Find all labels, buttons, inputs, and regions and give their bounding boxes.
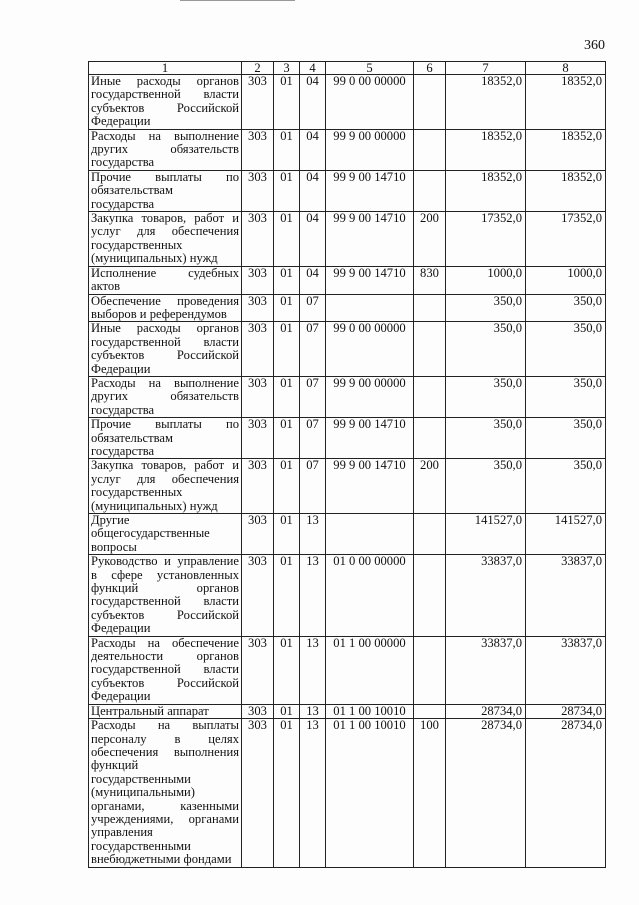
row-cell-c8: 350,0 (526, 459, 606, 514)
row-cell-c6 (414, 555, 446, 636)
row-cell-c4: 13 (300, 514, 326, 555)
row-cell-c7: 350,0 (446, 459, 526, 514)
table-row (89, 704, 606, 718)
row-cell-c7: 350,0 (446, 294, 526, 322)
row-cell-c3: 01 (274, 212, 300, 267)
table-row (89, 719, 606, 867)
row-cell-c5: 99 9 00 14710 (326, 459, 414, 514)
row-name-cell: Расходы на обеспечение деятельности органов государственной власти субъектов Российской Федерации (89, 636, 242, 704)
row-cell-c7: 141527,0 (446, 514, 526, 555)
table-row (89, 322, 606, 377)
row-name-cell: Прочие выплаты по обязательствам государства (89, 170, 242, 211)
table-row (89, 75, 606, 130)
row-cell-c5: 99 9 00 14710 (326, 266, 414, 294)
row-cell-c8: 350,0 (526, 322, 606, 377)
row-cell-c6: 830 (414, 266, 446, 294)
row-cell-c2: 303 (242, 170, 274, 211)
row-name-cell: Расходы на выполнение других обязательств государства (89, 376, 242, 417)
row-cell-c6 (414, 294, 446, 322)
row-cell-c4: 04 (300, 212, 326, 267)
row-cell-c2: 303 (242, 294, 274, 322)
row-cell-c4: 04 (300, 266, 326, 294)
row-cell-c7: 350,0 (446, 322, 526, 377)
row-cell-c3: 01 (274, 418, 300, 459)
row-cell-c3: 01 (274, 514, 300, 555)
row-cell-c4: 04 (300, 75, 326, 130)
row-cell-c8: 1000,0 (526, 266, 606, 294)
row-name-cell: Обеспечение проведения выборов и референдумов (89, 294, 242, 322)
row-cell-c7: 28734,0 (446, 704, 526, 718)
row-cell-c5: 99 0 00 00000 (326, 322, 414, 377)
row-name-cell: Центральный аппарат (89, 704, 242, 718)
row-cell-c2: 303 (242, 555, 274, 636)
column-header-6: 6 (414, 62, 446, 75)
row-name-cell: Расходы на выплаты персоналу в целях обеспечения выполнения функций государственными (муниципальными) органами, казенными учреждениями, органами управления государственными внебюджетными фондами (89, 719, 242, 867)
row-cell-c8: 33837,0 (526, 636, 606, 704)
row-cell-c6 (414, 704, 446, 718)
row-cell-c4: 07 (300, 376, 326, 417)
row-cell-c4: 07 (300, 294, 326, 322)
row-cell-c8: 350,0 (526, 418, 606, 459)
row-cell-c4: 07 (300, 322, 326, 377)
table-body (89, 75, 606, 868)
row-cell-c8: 18352,0 (526, 75, 606, 130)
top-rule (180, 0, 295, 1)
row-cell-c4: 04 (300, 129, 326, 170)
row-cell-c5: 01 1 00 00000 (326, 636, 414, 704)
row-name-cell: Расходы на выполнение других обязательств государства (89, 129, 242, 170)
row-cell-c8: 17352,0 (526, 212, 606, 267)
row-cell-c3: 01 (274, 75, 300, 130)
row-cell-c5: 99 9 00 00000 (326, 129, 414, 170)
row-name-cell: Закупка товаров, работ и услуг для обеспечения государственных (муниципальных) нужд (89, 459, 242, 514)
row-cell-c8: 33837,0 (526, 555, 606, 636)
row-name-cell: Прочие выплаты по обязательствам государства (89, 418, 242, 459)
row-cell-c4: 13 (300, 636, 326, 704)
row-cell-c3: 01 (274, 459, 300, 514)
row-cell-c8: 18352,0 (526, 129, 606, 170)
row-cell-c5: 01 1 00 10010 (326, 704, 414, 718)
row-cell-c3: 01 (274, 170, 300, 211)
row-cell-c6 (414, 129, 446, 170)
row-cell-c4: 13 (300, 719, 326, 867)
row-cell-c8: 28734,0 (526, 719, 606, 867)
column-header-4: 4 (300, 62, 326, 75)
column-header-5: 5 (326, 62, 414, 75)
row-cell-c3: 01 (274, 129, 300, 170)
table-row (89, 418, 606, 459)
row-cell-c3: 01 (274, 704, 300, 718)
row-cell-c6 (414, 636, 446, 704)
row-cell-c3: 01 (274, 636, 300, 704)
row-cell-c6: 200 (414, 459, 446, 514)
row-cell-c2: 303 (242, 514, 274, 555)
row-cell-c6 (414, 514, 446, 555)
table-row (89, 459, 606, 514)
row-cell-c7: 33837,0 (446, 555, 526, 636)
row-cell-c2: 303 (242, 75, 274, 130)
row-cell-c2: 303 (242, 704, 274, 718)
row-cell-c7: 28734,0 (446, 719, 526, 867)
row-cell-c7: 17352,0 (446, 212, 526, 267)
row-cell-c7: 18352,0 (446, 129, 526, 170)
row-cell-c5: 99 9 00 14710 (326, 418, 414, 459)
row-cell-c2: 303 (242, 212, 274, 267)
table-row (89, 129, 606, 170)
row-cell-c4: 04 (300, 170, 326, 211)
row-cell-c2: 303 (242, 636, 274, 704)
column-header-3: 3 (274, 62, 300, 75)
row-cell-c6: 200 (414, 212, 446, 267)
row-cell-c2: 303 (242, 719, 274, 867)
column-header-1: 1 (89, 62, 242, 75)
row-cell-c2: 303 (242, 376, 274, 417)
header-row (89, 62, 606, 75)
row-cell-c5 (326, 294, 414, 322)
column-header-7: 7 (446, 62, 526, 75)
table-row (89, 212, 606, 267)
row-cell-c3: 01 (274, 376, 300, 417)
row-cell-c2: 303 (242, 418, 274, 459)
table-row (89, 636, 606, 704)
row-cell-c5: 99 9 00 14710 (326, 212, 414, 267)
row-cell-c6: 100 (414, 719, 446, 867)
row-cell-c5: 01 0 00 00000 (326, 555, 414, 636)
table-row (89, 555, 606, 636)
row-cell-c6 (414, 170, 446, 211)
row-cell-c4: 13 (300, 704, 326, 718)
row-cell-c2: 303 (242, 459, 274, 514)
row-name-cell: Исполнение судебных актов (89, 266, 242, 294)
page-number: 360 (584, 38, 605, 53)
row-name-cell: Иные расходы органов государственной власти субъектов Российской Федерации (89, 322, 242, 377)
row-cell-c3: 01 (274, 266, 300, 294)
row-cell-c7: 1000,0 (446, 266, 526, 294)
row-cell-c5: 01 1 00 10010 (326, 719, 414, 867)
row-cell-c7: 18352,0 (446, 75, 526, 130)
row-cell-c4: 13 (300, 555, 326, 636)
row-cell-c8: 18352,0 (526, 170, 606, 211)
row-cell-c4: 07 (300, 459, 326, 514)
row-cell-c3: 01 (274, 719, 300, 867)
row-cell-c6 (414, 75, 446, 130)
table-row (89, 170, 606, 211)
row-name-cell: Иные расходы органов государственной власти субъектов Российской Федерации (89, 75, 242, 130)
row-cell-c2: 303 (242, 322, 274, 377)
row-cell-c5: 99 9 00 00000 (326, 376, 414, 417)
row-name-cell: Другие общегосударственные вопросы (89, 514, 242, 555)
table-row (89, 514, 606, 555)
row-cell-c6 (414, 376, 446, 417)
table-row (89, 376, 606, 417)
row-cell-c6 (414, 418, 446, 459)
row-name-cell: Закупка товаров, работ и услуг для обеспечения государственных (муниципальных) нужд (89, 212, 242, 267)
row-cell-c2: 303 (242, 129, 274, 170)
row-cell-c5 (326, 514, 414, 555)
table-row (89, 294, 606, 322)
row-cell-c7: 350,0 (446, 376, 526, 417)
row-name-cell: Руководство и управление в сфере установленных функций органов государственной власти субъектов Российской Федерации (89, 555, 242, 636)
row-cell-c7: 350,0 (446, 418, 526, 459)
row-cell-c3: 01 (274, 322, 300, 377)
row-cell-c7: 33837,0 (446, 636, 526, 704)
budget-table (88, 61, 606, 868)
column-header-2: 2 (242, 62, 274, 75)
column-header-8: 8 (526, 62, 606, 75)
row-cell-c6 (414, 322, 446, 377)
row-cell-c3: 01 (274, 555, 300, 636)
row-cell-c8: 28734,0 (526, 704, 606, 718)
row-cell-c7: 18352,0 (446, 170, 526, 211)
row-cell-c8: 350,0 (526, 294, 606, 322)
row-cell-c5: 99 0 00 00000 (326, 75, 414, 130)
row-cell-c8: 141527,0 (526, 514, 606, 555)
row-cell-c2: 303 (242, 266, 274, 294)
row-cell-c4: 07 (300, 418, 326, 459)
row-cell-c3: 01 (274, 294, 300, 322)
row-cell-c8: 350,0 (526, 376, 606, 417)
table-row (89, 266, 606, 294)
row-cell-c5: 99 9 00 14710 (326, 170, 414, 211)
